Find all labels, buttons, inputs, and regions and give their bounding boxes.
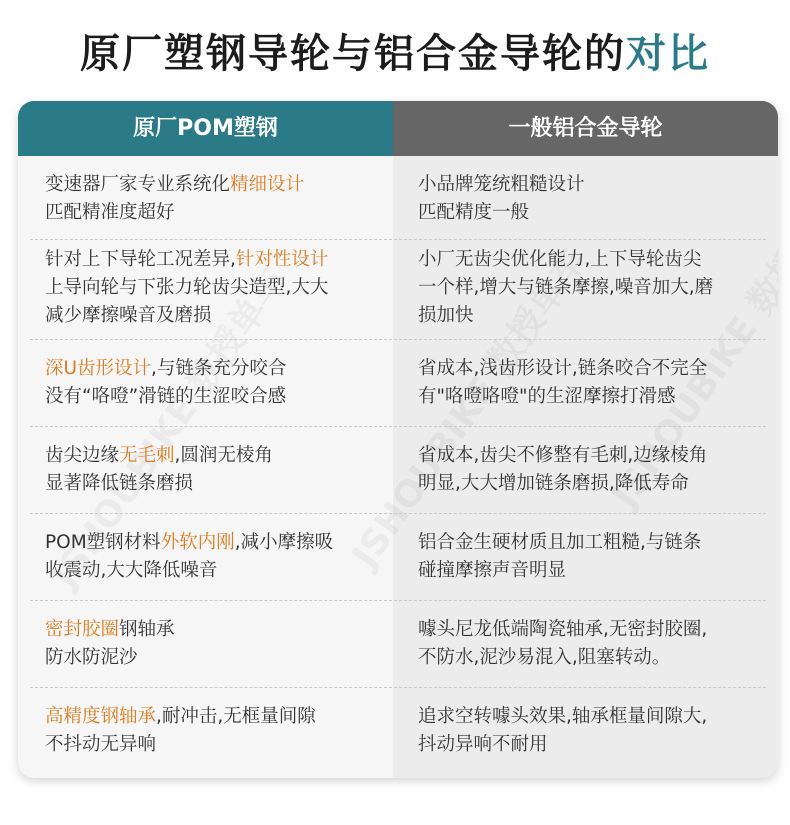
aluminum-cell [418,529,758,585]
aluminum-cell [418,246,758,330]
cell-text: 没有“咯噔”滑链的生涩咬合感 [45,386,287,407]
header-aluminum: 一般铝合金导轮 [393,101,778,156]
cell-text: 显著降低链条磨损 [45,473,194,494]
table-row [18,688,778,778]
cell-text: 铝合金生硬材质且加工粗糙,与链条 [418,532,702,553]
title-main: 原厂塑钢导轮与铝合金导轮的 [80,31,626,77]
cell-text: ,减小摩擦吸 [234,532,334,553]
cell-text: 损加快 [418,305,474,326]
header-pom: 原厂POM塑钢 [18,101,393,156]
pom-cell [45,616,385,672]
cell-text: 追求空转噱头效果,轴承框量间隙大, [418,706,708,727]
cell-text: 针对上下导轮工况差异, [45,249,236,270]
pom-cell [45,171,385,227]
cell-text: 匹配精准度超好 [45,202,175,223]
cell-text: 小厂无齿尖优化能力,上下导轮齿尖 [418,249,702,270]
table-row [18,427,778,514]
highlight-text: 无毛刺 [119,445,175,466]
highlight-text: 精细设计 [230,174,305,195]
aluminum-cell [418,616,758,672]
comparison-table [18,101,778,778]
cell-text: 钢轴承 [119,619,175,640]
table-row [18,514,778,601]
cell-text: 有"咯噔咯噔"的生涩摩擦打滑感 [418,386,676,407]
cell-text: POM塑钢材料 [45,532,161,553]
highlight-text: 外软内刚 [160,532,235,553]
cell-text: 上导向轮与下张力轮齿尖造型,大大 [45,277,329,298]
cell-text: 变速器厂家专业系统化 [45,174,231,195]
pom-cell [45,703,385,759]
aluminum-cell [418,703,758,759]
cell-text: 不防水,泥沙易混入,阻塞转动。 [418,647,671,668]
aluminum-cell [418,442,758,498]
cell-text: 匹配精度一般 [418,202,530,223]
cell-text: 抖动异响不耐用 [418,734,548,755]
table-row [18,601,778,688]
cell-text: 不抖动无异响 [45,734,157,755]
highlight-text: 高精度钢轴承 [45,706,157,727]
cell-text: 小品牌笼统粗糙设计 [418,174,585,195]
cell-text: 一个样,增大与链条摩擦,噪音加大,磨 [418,277,714,298]
table-row [18,156,778,240]
cell-text: ,圆润无棱角 [174,445,273,466]
cell-text: ,与链条充分咬合 [151,358,287,379]
pom-cell [45,529,385,585]
aluminum-cell [418,355,758,411]
cell-text: 防水防泥沙 [45,647,138,668]
title-accent: 对比 [626,31,710,77]
highlight-text: 深U齿形设计 [45,358,152,379]
pom-cell [45,442,385,498]
cell-text: 收震动,大大降低噪音 [45,560,218,581]
cell-text: 省成本,浅齿形设计,链条咬合不完全 [418,358,708,379]
highlight-text: 针对性设计 [235,249,329,270]
cell-text: 齿尖边缘 [45,445,120,466]
page-title [0,22,790,79]
aluminum-cell [418,171,758,227]
highlight-text: 密封胶圈 [45,619,120,640]
pom-cell [45,355,385,411]
table-row [18,340,778,427]
cell-text: 省成本,齿尖不修整有毛刺,边缘棱角 [418,445,708,466]
cell-text: 碰撞摩擦声音明显 [418,560,567,581]
cell-text: 明显,大大增加链条磨损,降低寿命 [418,473,689,494]
pom-cell [45,246,385,330]
cell-text: 噱头尼龙低端陶瓷轴承,无密封胶圈, [418,619,708,640]
cell-text: ,耐冲击,无框量间隙 [156,706,316,727]
table-row [18,240,778,340]
cell-text: 减少摩擦噪音及磨损 [45,305,212,326]
